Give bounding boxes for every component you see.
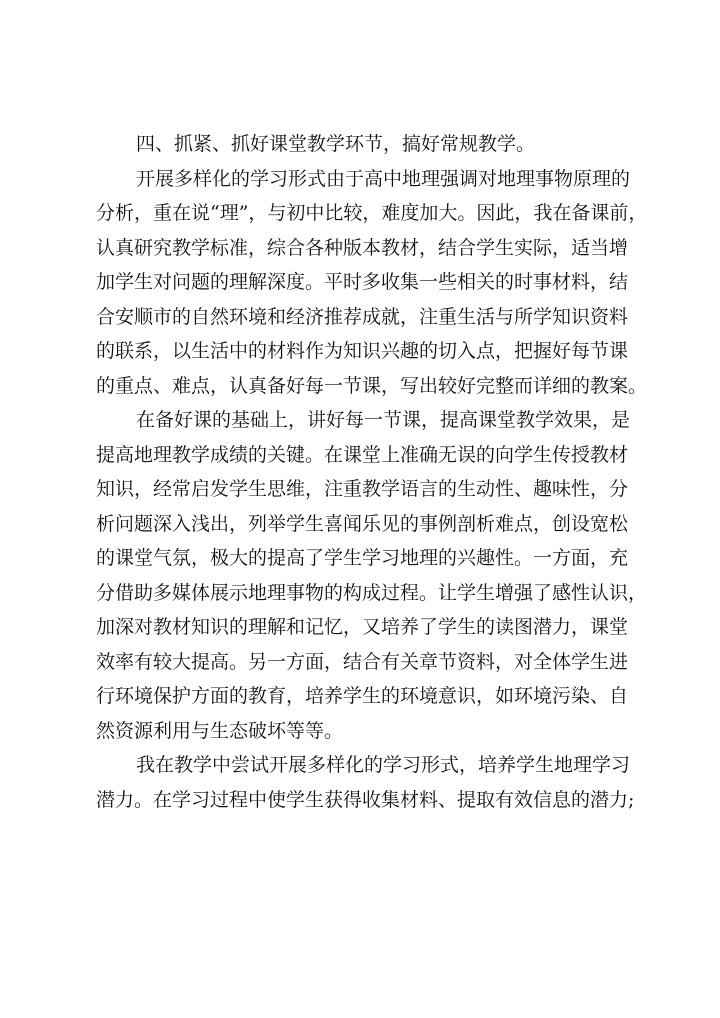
text-line: 的课堂气氛，极大的提高了学生学习地理的兴趣性。一方面，充 [96, 547, 629, 569]
text-line: 合安顺市的自然环境和经济推荐成就，注重生活与所学知识资料 [96, 305, 629, 328]
text-line: 加深对教材知识的理解和记忆，又培养了学生的读图潜力，课堂 [96, 616, 629, 638]
text-line: 然资源利用与生态破坏等等。 [96, 719, 344, 742]
text-line: 开展多样化的学习形式由于高中地理强调对地理事物原理的 [136, 167, 631, 190]
text-line: 知识，经常启发学生思维，注重教学语言的生动性、趣味性，分 [96, 478, 629, 500]
text-line: 四、抓紧、抓好课堂教学环节，搞好常规教学。 [136, 133, 536, 155]
text-line: 的重点、难点，认真备好每一节课，写出较好完整而详细的教案。 [96, 374, 648, 397]
text-line: 在备好课的基础上，讲好每一节课，提高课堂教学效果，是 [136, 409, 631, 431]
text-line: 潜力。在学习过程中使学生获得收集材料、提取有效信息的潜力; [96, 788, 635, 811]
text-line: 行环境保护方面的教育，培养学生的环境意识，如环境污染、自 [96, 685, 629, 707]
text-line: 加学生对问题的理解深度。平时多收集一些相关的时事材料，结 [96, 271, 629, 293]
document-body [96, 127, 656, 817]
text-line: 析问题深入浅出，列举学生喜闻乐见的事例剖析难点，创设宽松 [96, 512, 629, 535]
text-line: 效率有较大提高。另一方面，结合有关章节资料，对全体学生进 [96, 650, 629, 673]
text-line: 分析，重在说“理”，与初中比较，难度加大。因此，我在备课前， [96, 202, 648, 224]
text-line: 我在教学中尝试开展多样化的学习形式，培养学生地理学习 [136, 754, 631, 776]
text-line: 分借助多媒体展示地理事物的构成过程。让学生增强了感性认识， [96, 581, 648, 604]
text-line: 提高地理教学成绩的关键。在课堂上准确无误的向学生传授教材 [96, 443, 629, 466]
text-line: 认真研究教学标准，综合各种版本教材，结合学生实际，适当增 [96, 236, 629, 259]
text-line: 的联系，以生活中的材料作为知识兴趣的切入点，把握好每节课 [96, 340, 629, 362]
